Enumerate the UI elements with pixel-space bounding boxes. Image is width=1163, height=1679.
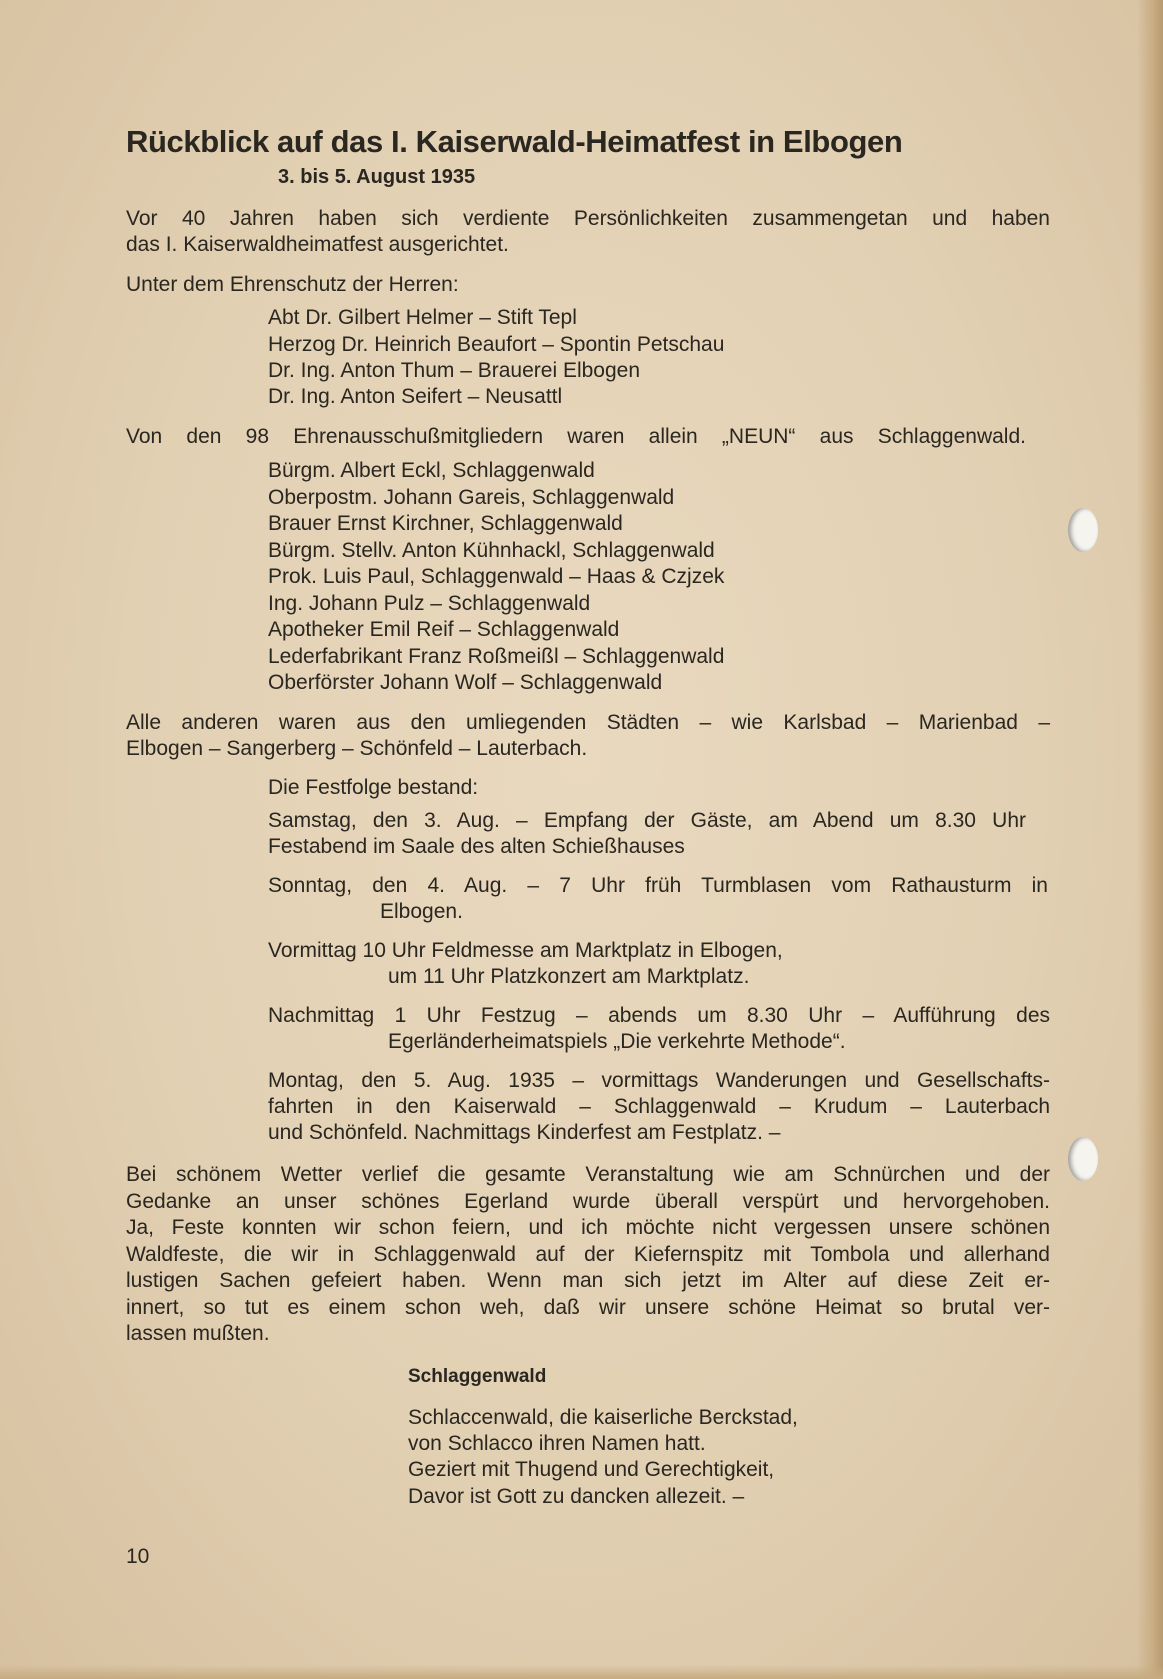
closing-line: lassen mußten. [126, 1322, 270, 1345]
committee-member: Oberförster Johann Wolf – Schlaggenwald [268, 671, 663, 694]
program-saturday-line-2: Festabend im Saale des alten Schießhauses [268, 835, 685, 858]
program-afternoon-line-2: Egerländerheimatspiels „Die verkehrte Methode“. [388, 1030, 846, 1053]
poem-line: Davor ist Gott zu dancken allezeit. – [408, 1485, 745, 1508]
closing-line: innert, so tut es einem schon weh, daß wir unsere schöne Heimat so brutal ver- [126, 1296, 1050, 1319]
patron-item: Herzog Dr. Heinrich Beaufort – Spontin Petschau [268, 333, 725, 356]
committee-member: Apotheker Emil Reif – Schlaggenwald [268, 618, 620, 641]
article-date: 3. bis 5. August 1935 [278, 166, 476, 188]
poem-title: Schlaggenwald [408, 1366, 547, 1387]
closing-line: lustigen Sachen gefeiert haben. Wenn man sich jetzt im Alter auf diese Zeit er- [126, 1269, 1050, 1292]
committee-member: Ing. Johann Pulz – Schlaggenwald [268, 592, 591, 615]
committee-member: Prok. Luis Paul, Schlaggenwald – Haas & Czjzek [268, 565, 725, 588]
committee-heading: Von den 98 Ehrenausschußmitgliedern waren allein „NEUN“ aus Schlaggenwald. [126, 425, 1026, 448]
page-bottom-shadow [0, 1665, 1163, 1679]
intro-line-1: Vor 40 Jahren haben sich verdiente Persönlichkeiten zusammengetan und haben [126, 207, 1050, 230]
poem-line: Schlaccenwald, die kaiserliche Berckstad, [408, 1406, 798, 1429]
intro-line-2: das I. Kaiserwaldheimatfest ausgerichtet. [126, 233, 509, 256]
committee-member: Bürgm. Albert Eckl, Schlaggenwald [268, 459, 595, 482]
patron-item: Abt Dr. Gilbert Helmer – Stift Tepl [268, 306, 577, 329]
program-monday-line-3: und Schönfeld. Nachmittags Kinderfest am Festplatz. – [268, 1121, 781, 1144]
patrons-heading: Unter dem Ehrenschutz der Herren: [126, 273, 459, 296]
closing-line: Bei schönem Wetter verlief die gesamte Veranstaltung wie am Schnürchen und der [126, 1163, 1050, 1186]
program-morning-line-2: um 11 Uhr Platzkonzert am Marktplatz. [388, 965, 750, 988]
committee-member: Oberpostm. Johann Gareis, Schlaggenwald [268, 486, 675, 509]
poem-line: Geziert mit Thugend und Gerechtigkeit, [408, 1458, 775, 1481]
punch-hole-top [1068, 508, 1098, 552]
program-saturday-line-1: Samstag, den 3. Aug. – Empfang der Gäste, am Abend um 8.30 Uhr [268, 809, 1026, 832]
committee-member: Brauer Ernst Kirchner, Schlaggenwald [268, 512, 623, 535]
closing-line: Gedanke an unser schönes Egerland wurde überall verspürt und hervorgehoben. [126, 1190, 1050, 1213]
punch-hole-bottom [1068, 1137, 1098, 1181]
program-monday-line-2: fahrten in den Kaiserwald – Schlaggenwald – Krudum – Lauterbach [268, 1095, 1050, 1118]
patron-item: Dr. Ing. Anton Seifert – Neusattl [268, 385, 563, 408]
poem-line: von Schlacco ihren Namen hatt. [408, 1432, 706, 1455]
program-heading: Die Festfolge bestand: [268, 776, 479, 799]
program-sunday-line-2: Elbogen. [380, 900, 463, 923]
program-sunday-line-1: Sonntag, den 4. Aug. – 7 Uhr früh Turmblasen vom Rathausturm in [268, 874, 1048, 897]
committee-member: Bürgm. Stellv. Anton Kühnhackl, Schlaggenwald [268, 539, 715, 562]
patron-item: Dr. Ing. Anton Thum – Brauerei Elbogen [268, 359, 641, 382]
program-morning-line-1: Vormittag 10 Uhr Feldmesse am Marktplatz in Elbogen, [268, 939, 783, 962]
others-line-1: Alle anderen waren aus den umliegenden Städten – wie Karlsbad – Marienbad – [126, 711, 1050, 734]
page-number: 10 [126, 1545, 150, 1568]
page-edge-shadow [1137, 0, 1163, 1679]
committee-member: Lederfabrikant Franz Roßmeißl – Schlaggenwald [268, 645, 725, 668]
program-afternoon-line-1: Nachmittag 1 Uhr Festzug – abends um 8.30 Uhr – Aufführung des [268, 1004, 1050, 1027]
article-title: Rückblick auf das I. Kaiserwald-Heimatfest in Elbogen [126, 124, 903, 159]
program-monday-line-1: Montag, den 5. Aug. 1935 – vormittags Wanderungen und Gesellschafts- [268, 1069, 1050, 1092]
closing-line: Waldfeste, die wir in Schlaggenwald auf der Kiefernspitz mit Tombola und allerhand [126, 1243, 1050, 1266]
closing-line: Ja, Feste konnten wir schon feiern, und ich möchte nicht vergessen unsere schönen [126, 1216, 1050, 1239]
others-line-2: Elbogen – Sangerberg – Schönfeld – Lauterbach. [126, 737, 588, 760]
